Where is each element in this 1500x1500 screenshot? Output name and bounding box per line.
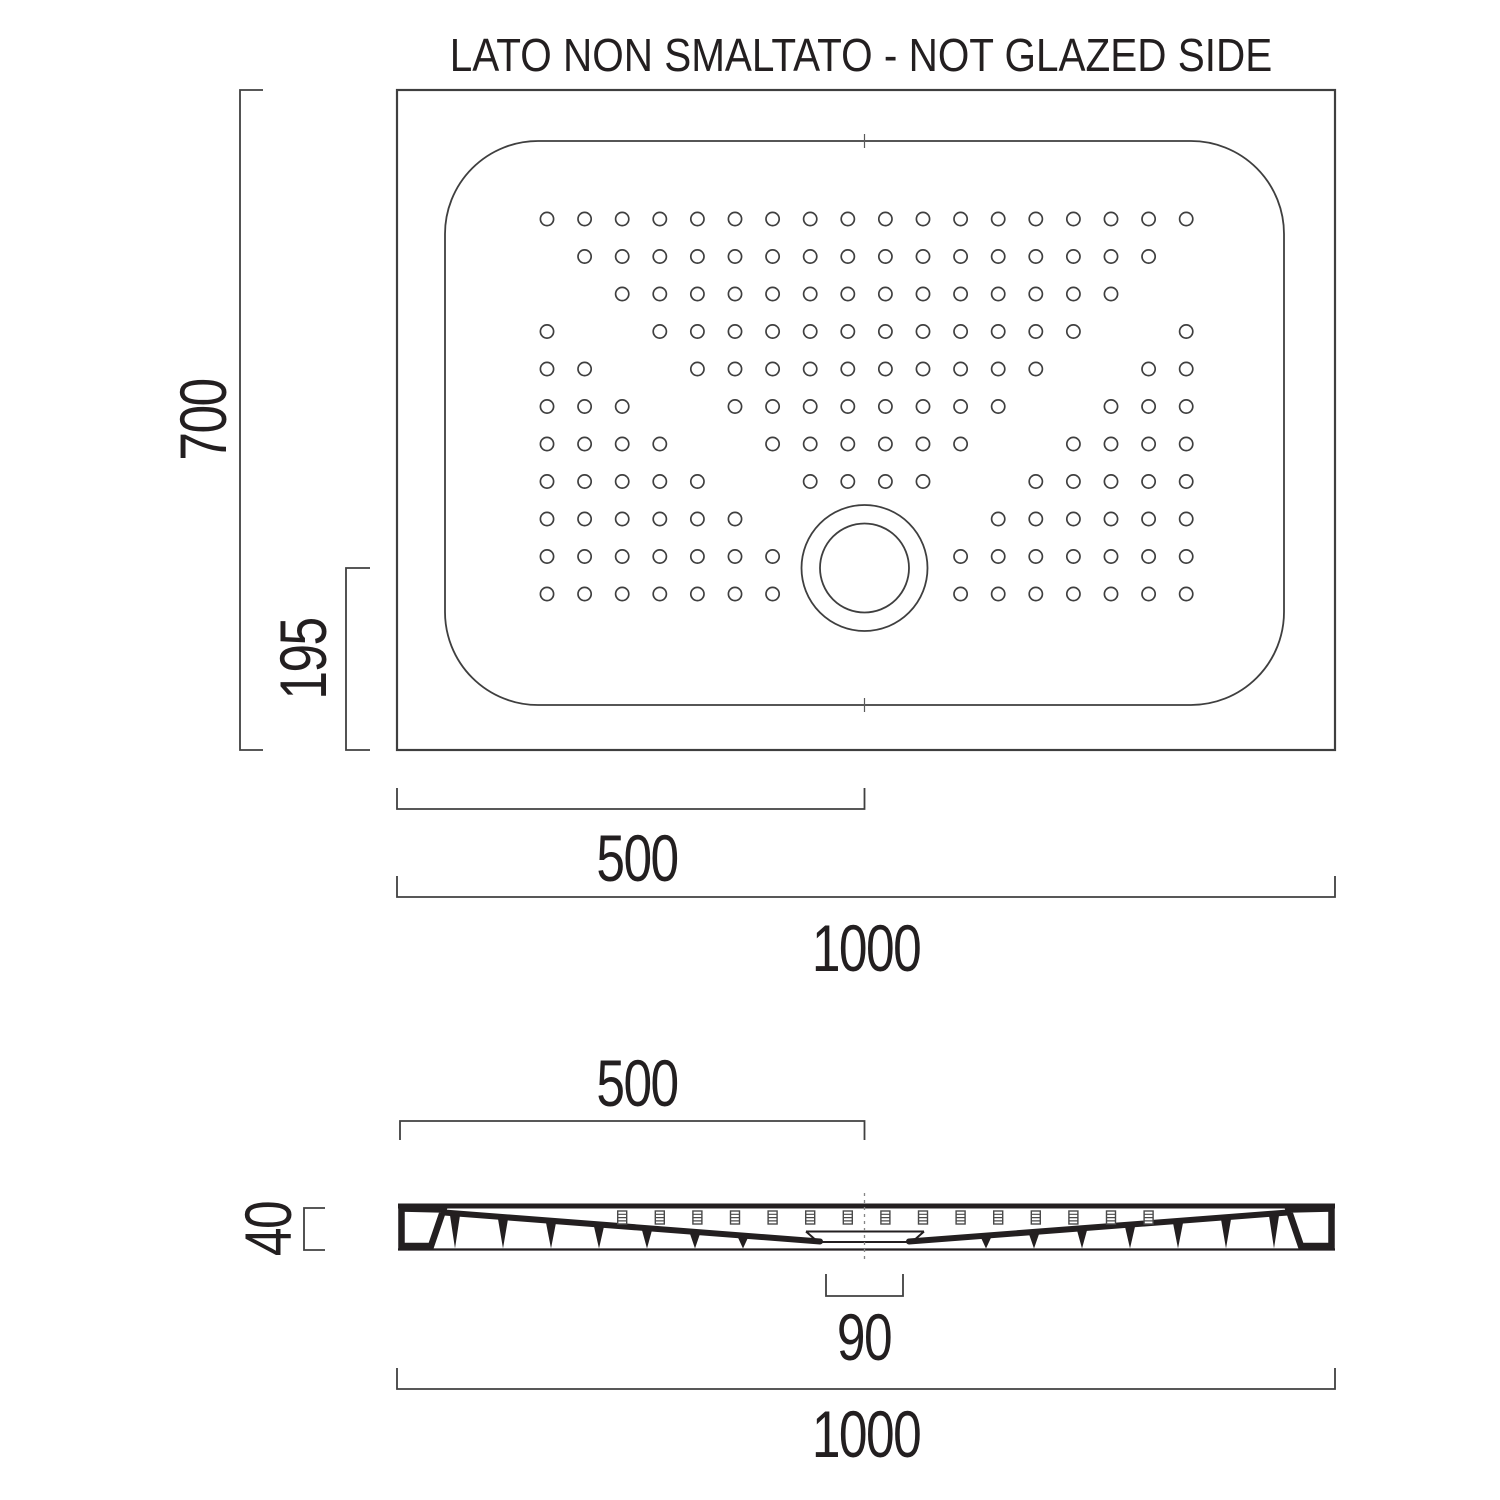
section-right-wall	[1289, 1209, 1332, 1247]
dim-label-thickness-40: 40	[231, 1201, 305, 1257]
dim-bracket-195	[346, 568, 370, 750]
dim-label-height-700: 700	[166, 379, 240, 461]
section-view	[398, 1193, 1335, 1263]
section-left-wall	[402, 1209, 444, 1247]
dim-bracket-90	[826, 1274, 903, 1296]
drain-inner-circle	[820, 524, 909, 613]
dim-label-width-1000-top: 1000	[811, 911, 921, 985]
drawing-title: LATO NON SMALTATO - NOT GLAZED SIDE	[449, 29, 1273, 81]
tray-outer-rect	[397, 90, 1335, 750]
tray-inner-rounded-rect	[445, 141, 1284, 705]
dim-label-drain-offset-195: 195	[266, 618, 340, 700]
section-dimple-hatches	[618, 1211, 1153, 1224]
dimension-brackets-top	[240, 90, 1335, 897]
anti-slip-dots	[540, 212, 1192, 600]
dim-label-half-width-500-top: 500	[596, 821, 678, 895]
dim-label-width-1000-bottom: 1000	[811, 1397, 921, 1471]
section-right-slope	[909, 1213, 1288, 1242]
dim-bracket-1000-top	[397, 876, 1335, 897]
dim-bracket-40	[304, 1208, 325, 1250]
dim-label-half-width-500-section: 500	[596, 1046, 678, 1120]
top-view	[397, 90, 1335, 750]
dim-label-drain-90: 90	[836, 1300, 892, 1374]
dim-bracket-500-section	[400, 1121, 865, 1140]
dimension-brackets-bottom	[304, 1121, 1335, 1389]
dim-bracket-500-top	[397, 788, 865, 809]
drain-circles	[802, 505, 928, 631]
dim-bracket-700	[240, 90, 263, 750]
